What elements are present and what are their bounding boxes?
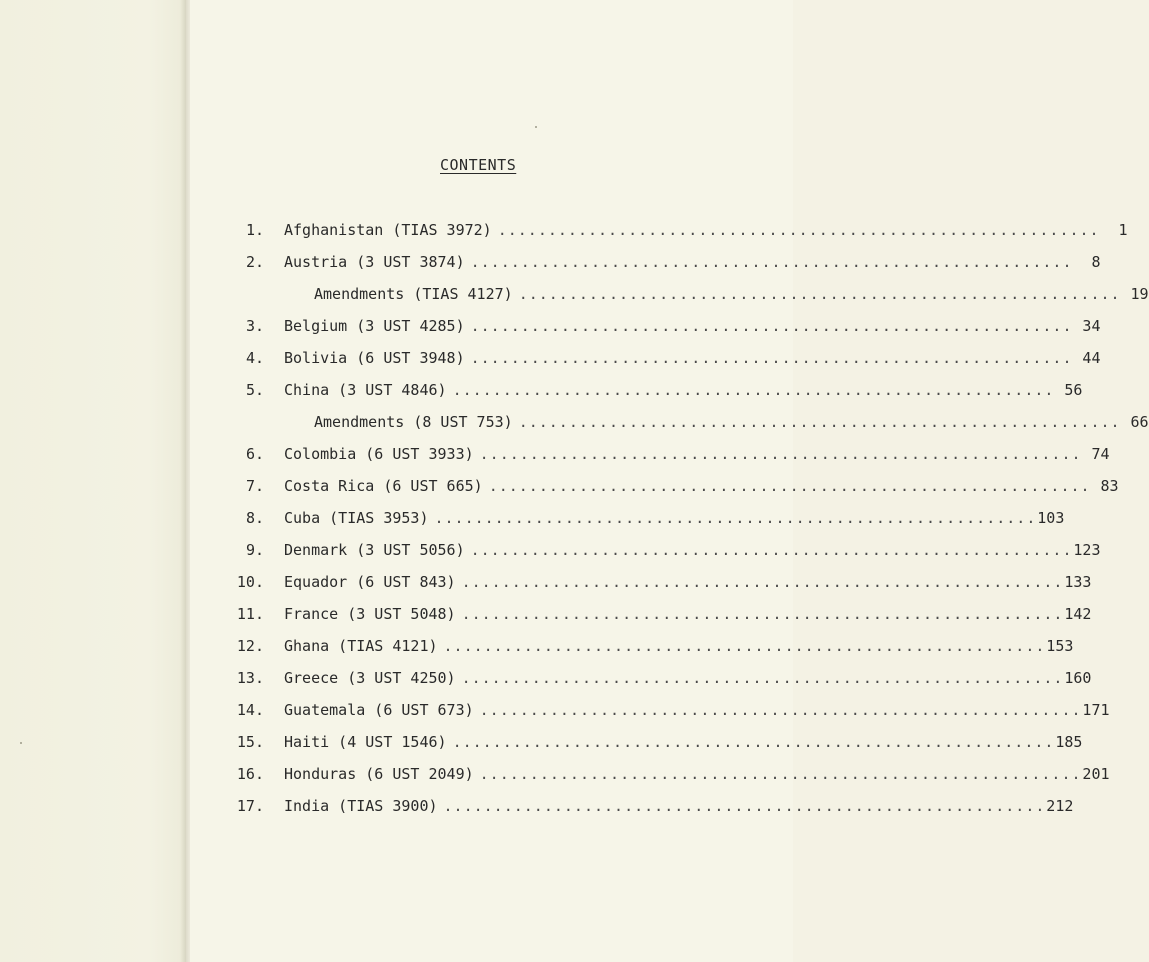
entry-row bbox=[284, 602, 1092, 626]
table-of-contents bbox=[228, 218, 1149, 826]
entry-label: Belgium (3 UST 4285) bbox=[284, 317, 465, 335]
entry-page-number: 201 bbox=[1082, 765, 1110, 783]
entry-row bbox=[284, 378, 1083, 402]
toc-entry bbox=[228, 570, 1092, 602]
dot-leader: ............................................................ bbox=[443, 637, 1046, 655]
entry-number: 14. bbox=[236, 701, 264, 719]
left-facing-page bbox=[0, 0, 186, 962]
toc-entry bbox=[228, 378, 1083, 410]
entry-number: 11. bbox=[236, 605, 264, 623]
dot-leader: ............................................................ bbox=[434, 509, 1037, 527]
toc-entry bbox=[228, 474, 1119, 506]
dot-leader: ............................................................ bbox=[443, 797, 1046, 815]
entry-row bbox=[284, 666, 1092, 690]
toc-entry bbox=[228, 314, 1101, 346]
entry-row bbox=[284, 634, 1074, 658]
entry-number: 9. bbox=[245, 541, 264, 559]
toc-entry bbox=[228, 666, 1092, 698]
entry-page-number: 83 bbox=[1100, 477, 1119, 495]
entry-page-number: 171 bbox=[1082, 701, 1110, 719]
entry-label: France (3 UST 5048) bbox=[284, 605, 456, 623]
dot-leader: ............................................................ bbox=[470, 349, 1073, 367]
entry-page-number: 1 bbox=[1118, 221, 1128, 239]
entry-label: Greece (3 UST 4250) bbox=[284, 669, 456, 687]
entry-number: 16. bbox=[236, 765, 264, 783]
entry-row bbox=[284, 794, 1074, 818]
entry-page-number: 44 bbox=[1082, 349, 1101, 367]
entry-page-number: 34 bbox=[1082, 317, 1101, 335]
toc-entry bbox=[228, 218, 1128, 250]
entry-number: 10. bbox=[236, 573, 264, 591]
entry-page-number: 153 bbox=[1046, 637, 1074, 655]
entry-page-number: 133 bbox=[1064, 573, 1092, 591]
entry-number: 8. bbox=[245, 509, 264, 527]
entry-row bbox=[284, 314, 1101, 338]
entry-row bbox=[314, 282, 1149, 306]
entry-label: Guatemala (6 UST 673) bbox=[284, 701, 474, 719]
entry-label: Denmark (3 UST 5056) bbox=[284, 541, 465, 559]
dot-leader: ............................................................ bbox=[518, 413, 1121, 431]
entry-number: 12. bbox=[236, 637, 264, 655]
toc-entry bbox=[228, 506, 1065, 538]
entry-page-number: 8 bbox=[1091, 253, 1101, 271]
entry-row bbox=[284, 762, 1110, 786]
entry-number: 6. bbox=[245, 445, 264, 463]
entry-row bbox=[284, 506, 1065, 530]
toc-entry bbox=[228, 442, 1110, 474]
entry-number: 15. bbox=[236, 733, 264, 751]
entry-row bbox=[284, 218, 1128, 242]
entry-label: Amendments (TIAS 4127) bbox=[314, 285, 513, 303]
entry-row bbox=[284, 474, 1119, 498]
dot-leader: ............................................................ bbox=[470, 317, 1073, 335]
entry-page-number: 74 bbox=[1091, 445, 1110, 463]
toc-entry bbox=[228, 602, 1092, 634]
dot-leader: ............................................................ bbox=[470, 253, 1073, 271]
entry-label: India (TIAS 3900) bbox=[284, 797, 438, 815]
toc-entry bbox=[228, 730, 1083, 762]
entry-page-number: 56 bbox=[1064, 381, 1083, 399]
entry-number: 1. bbox=[245, 221, 264, 239]
entry-label: Afghanistan (TIAS 3972) bbox=[284, 221, 492, 239]
entry-row bbox=[284, 250, 1101, 274]
dot-leader: ............................................................ bbox=[518, 285, 1121, 303]
entry-number: 4. bbox=[245, 349, 264, 367]
dot-leader: ............................................................ bbox=[461, 605, 1064, 623]
toc-entry bbox=[228, 634, 1074, 666]
contents-title: CONTENTS bbox=[440, 156, 517, 174]
entry-number: 3. bbox=[245, 317, 264, 335]
entry-page-number: 103 bbox=[1037, 509, 1065, 527]
dot-leader: ............................................................ bbox=[461, 573, 1064, 591]
dot-leader: ............................................................ bbox=[479, 765, 1082, 783]
entry-page-number: 123 bbox=[1073, 541, 1101, 559]
entry-number: 2. bbox=[245, 253, 264, 271]
toc-entry bbox=[228, 698, 1110, 730]
dot-leader: ............................................................ bbox=[488, 477, 1091, 495]
paper-speck bbox=[20, 742, 22, 744]
entry-label: Costa Rica (6 UST 665) bbox=[284, 477, 483, 495]
entry-label: China (3 UST 4846) bbox=[284, 381, 447, 399]
entry-page-number: 142 bbox=[1064, 605, 1092, 623]
dot-leader: ............................................................ bbox=[479, 445, 1082, 463]
toc-entry bbox=[228, 250, 1101, 282]
entry-label: Colombia (6 UST 3933) bbox=[284, 445, 474, 463]
entry-number: 5. bbox=[245, 381, 264, 399]
entry-label: Amendments (8 UST 753) bbox=[314, 413, 513, 431]
entry-label: Cuba (TIAS 3953) bbox=[284, 509, 429, 527]
entry-page-number: 185 bbox=[1055, 733, 1083, 751]
toc-entry bbox=[228, 410, 1149, 442]
entry-label: Honduras (6 UST 2049) bbox=[284, 765, 474, 783]
entry-row bbox=[284, 346, 1101, 370]
entry-row bbox=[284, 570, 1092, 594]
entry-page-number: 66 bbox=[1130, 413, 1149, 431]
entry-number: 7. bbox=[245, 477, 264, 495]
entry-label: Equador (6 UST 843) bbox=[284, 573, 456, 591]
entry-row bbox=[284, 538, 1101, 562]
dot-leader: ............................................................ bbox=[461, 669, 1064, 687]
toc-entry bbox=[228, 282, 1149, 314]
entry-label: Bolivia (6 UST 3948) bbox=[284, 349, 465, 367]
entry-number: 13. bbox=[236, 669, 264, 687]
toc-entry bbox=[228, 794, 1074, 826]
dot-leader: ............................................................ bbox=[452, 733, 1055, 751]
entry-page-number: 212 bbox=[1046, 797, 1074, 815]
dot-leader: ............................................................ bbox=[479, 701, 1082, 719]
entry-row bbox=[314, 410, 1149, 434]
entry-row bbox=[284, 698, 1110, 722]
entry-row bbox=[284, 730, 1083, 754]
toc-entry bbox=[228, 762, 1110, 794]
entry-label: Ghana (TIAS 4121) bbox=[284, 637, 438, 655]
entry-label: Haiti (4 UST 1546) bbox=[284, 733, 447, 751]
paper-speck bbox=[535, 126, 537, 128]
dot-leader: ............................................................ bbox=[497, 221, 1100, 239]
toc-entry bbox=[228, 346, 1101, 378]
entry-page-number: 160 bbox=[1064, 669, 1092, 687]
toc-entry bbox=[228, 538, 1101, 570]
entry-row bbox=[284, 442, 1110, 466]
entry-number: 17. bbox=[236, 797, 264, 815]
dot-leader: ............................................................ bbox=[470, 541, 1073, 559]
entry-label: Austria (3 UST 3874) bbox=[284, 253, 465, 271]
entry-page-number: 19 bbox=[1130, 285, 1149, 303]
dot-leader: ............................................................ bbox=[452, 381, 1055, 399]
